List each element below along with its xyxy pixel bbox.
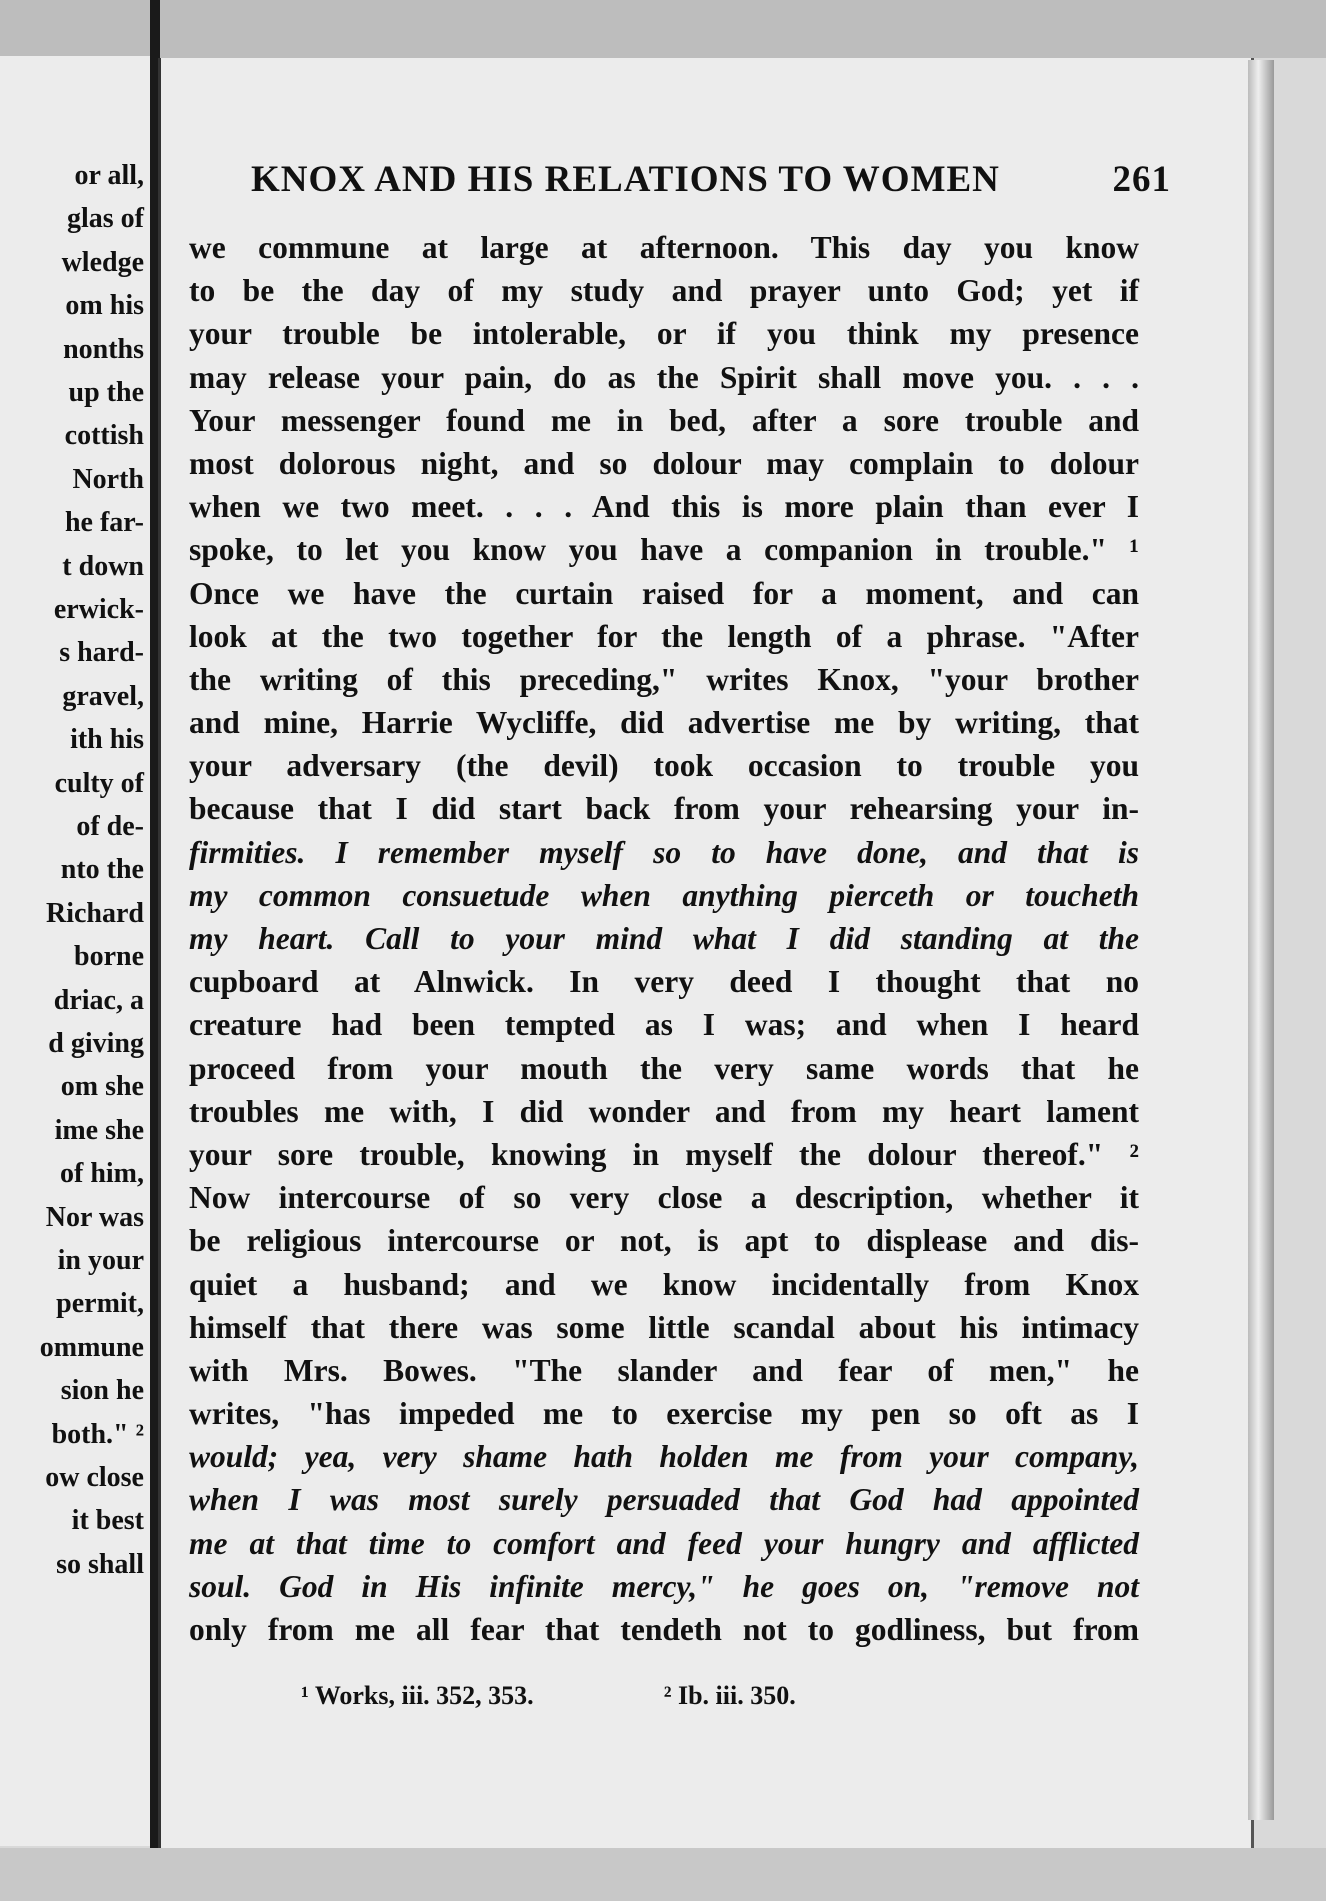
left-page-line: borne — [74, 941, 144, 973]
scan-bottom-margin — [0, 1848, 1326, 1901]
left-page-line: of him, — [60, 1158, 144, 1190]
body-line: only from me all fear that tendeth not to godliness, but from — [189, 1612, 1139, 1647]
body-line: because that I did start back from your rehearsing your in- — [189, 791, 1139, 827]
left-page-line: om she — [60, 1071, 144, 1103]
body-line: firmities. I remember myself so to have done, and that is — [189, 834, 1139, 870]
left-page-line: ith his — [70, 724, 144, 756]
left-page-line: up the — [68, 377, 144, 408]
body-line: when we two meet. . . . And this is more plain than ever I — [189, 489, 1139, 525]
left-page-line: gravel, — [62, 680, 144, 712]
body-line: may release your pain, do as the Spirit shall move you. . . . — [189, 359, 1139, 395]
body-line: would; yea, very shame hath holden me from your company, — [189, 1439, 1139, 1475]
body-line: your sore trouble, knowing in myself the dolour thereof." ² — [189, 1136, 1139, 1172]
left-page-fragment — [0, 56, 154, 1846]
left-page-line: erwick- — [53, 594, 144, 625]
left-page-line: or all, — [74, 160, 144, 191]
left-page-line: nonths — [63, 333, 144, 365]
body-line: troubles me with, I did wonder and from my heart lament — [189, 1093, 1139, 1129]
footnote-2: ² Ib. iii. 350. — [663, 1681, 796, 1710]
running-head — [251, 158, 1171, 201]
left-page-line: both." ² — [51, 1418, 144, 1450]
left-page-line: culty of — [54, 767, 144, 799]
left-page-line: North — [72, 463, 144, 495]
body-line: Once we have the curtain raised for a moment, and can — [189, 575, 1139, 611]
left-page-line: driac, a — [53, 984, 144, 1016]
left-page-line: s hard- — [59, 637, 144, 669]
body-line: your trouble be intolerable, or if you think my presence — [189, 316, 1139, 352]
body-line: writes, "has impeded me to exercise my pen so oft as I — [189, 1396, 1139, 1432]
body-line: me at that time to comfort and feed your hungry and afflicted — [189, 1525, 1139, 1561]
footnote-1: ¹ Works, iii. 352, 353. — [301, 1681, 534, 1710]
left-page-line: glas of — [67, 203, 144, 235]
left-page-line: ow close — [45, 1462, 144, 1493]
scan-top-margin — [0, 0, 1326, 58]
left-page-line: permit, — [56, 1288, 144, 1320]
body-line: most dolorous night, and so dolour may complain to dolour — [189, 445, 1139, 481]
left-page-line: Richard — [46, 897, 144, 929]
running-head-title: KNOX AND HIS RELATIONS TO WOMEN — [251, 159, 1000, 200]
body-line: and mine, Harrie Wycliffe, did advertise me by writing, that — [189, 705, 1139, 741]
left-page-line: cottish — [64, 420, 144, 452]
body-line: with Mrs. Bowes. "The slander and fear of men," he — [189, 1352, 1139, 1388]
body-line: look at the two together for the length of a phrase. "After — [189, 618, 1139, 654]
left-page-line: wledge — [61, 246, 144, 278]
page-edge — [1248, 60, 1274, 1820]
left-page-line: om his — [65, 290, 144, 322]
body-line: the writing of this preceding," writes Knox, "your brother — [189, 661, 1139, 697]
page-number: 261 — [1112, 159, 1171, 200]
right-page — [158, 58, 1254, 1848]
footnotes — [301, 1681, 1001, 1711]
left-page-line: it best — [71, 1505, 144, 1537]
left-page-line: Nor was — [45, 1201, 144, 1233]
left-page-line: sion he — [60, 1375, 144, 1407]
body-line: spoke, to let you know you have a companion in trouble." ¹ — [189, 532, 1139, 568]
body-line: proceed from your mouth the very same words that he — [189, 1050, 1139, 1086]
body-line: Now intercourse of so very close a description, whether it — [189, 1180, 1139, 1216]
body-line: creature had been tempted as I was; and when I heard — [189, 1007, 1139, 1043]
left-page-line: nto the — [60, 854, 144, 886]
body-line: quiet a husband; and we know incidentally from Knox — [189, 1266, 1139, 1302]
left-page-line: in your — [57, 1245, 144, 1276]
left-page-line: he far- — [64, 507, 144, 539]
body-line: be religious intercourse or not, is apt to displease and dis- — [189, 1223, 1139, 1259]
body-line: Your messenger found me in bed, after a sore trouble and — [189, 402, 1139, 438]
body-line: my common consuetude when anything pierceth or toucheth — [189, 877, 1139, 913]
left-page-line: t down — [62, 550, 144, 582]
left-page-line: of de- — [76, 811, 144, 842]
left-page-line: d giving — [48, 1028, 144, 1059]
body-line: himself that there was some little scandal about his intimacy — [189, 1309, 1139, 1345]
body-line: we commune at large at afternoon. This day you know — [189, 230, 1139, 265]
left-page-line: ommune — [39, 1331, 144, 1363]
body-text — [189, 226, 1139, 1651]
body-line: your adversary (the devil) took occasion to trouble you — [189, 748, 1139, 784]
body-line: soul. God in His infinite mercy," he goes on, "remove not — [189, 1568, 1139, 1604]
body-line: my heart. Call to your mind what I did standing at the — [189, 921, 1139, 956]
body-line: cupboard at Alnwick. In very deed I thought that no — [189, 964, 1139, 1000]
left-page-line: ime she — [54, 1114, 144, 1146]
left-page-line: so shall — [56, 1548, 144, 1580]
body-line: to be the day of my study and prayer unto God; yet if — [189, 273, 1139, 309]
body-line: when I was most surely persuaded that God had appointed — [189, 1482, 1139, 1518]
